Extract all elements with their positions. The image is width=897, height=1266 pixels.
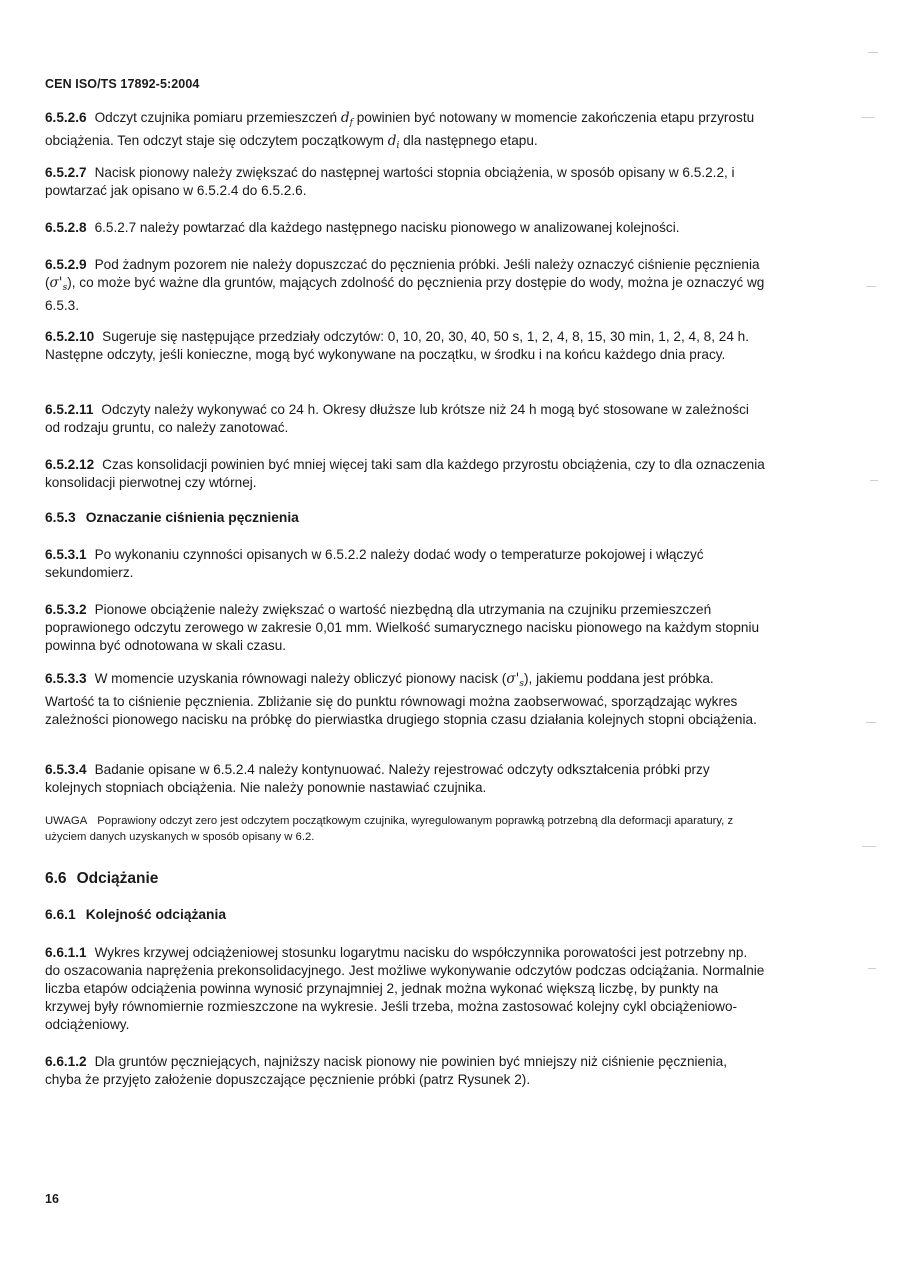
- clause-number: 6.5.3.3: [45, 671, 87, 686]
- clause-number: 6.5.2.9: [45, 257, 87, 272]
- paragraph-6-5-3-2: [45, 601, 765, 655]
- paragraph-text: Pionowe obciążenie należy zwiększać o wartość niezbędną dla utrzymania na czujniku przemieszczeń poprawionego odczytu zerowego w zakresie 0,01 mm. Wielkość sumarycznego nacisku pionowego na każdym stopniu powinna być odnotowana w skali czasu.: [45, 602, 760, 653]
- page-number: 16: [45, 1192, 59, 1206]
- symbol-sigma-s: $\sigma'_s$: [506, 671, 524, 689]
- clause-number: 6.5.2.10: [45, 329, 95, 344]
- clause-number: 6.5.3.4: [45, 762, 87, 777]
- note-uwaga: [45, 813, 765, 845]
- paragraph-text: Dla gruntów pęczniejących, najniższy nacisk pionowy nie powinien być mniejszy niż ciśnienie pęcznienia, chyba że przyjęto założenie dopuszczające pęcznienie próbki (patrz Rysunek 2).: [45, 1054, 728, 1087]
- paragraph-text: Pod żadnym pozorem nie należy dopuszczać do pęcznienia próbki. Jeśli należy oznaczyć ciśnienie pęcznienia (: [45, 257, 760, 290]
- paragraph-6-6-1-1: [45, 944, 765, 1034]
- paragraph-text: Wykres krzywej odciążeniowej stosunku logarytmu nacisku do współczynnika porowatości jest potrzebny np. do oszacowania naprężenia prekonsolidacyjnego. Jest możliwe wykonywanie odczytów podczas odciążania. Normalnie liczba etapów odciążenia powinna wynosić przynajmniej 2, jednak można wykonać większą liczbę, by punkty na krzywej były równomiernie rozmieszczone na wykresie. Jeśli trzeba, można zastosować kolejny cykl obciążeniowo-odciążeniowy.: [45, 945, 765, 1032]
- symbol-d-i: $d_i$: [387, 133, 400, 151]
- scan-artifact: [870, 480, 878, 481]
- scan-artifact: [862, 846, 876, 847]
- clause-number: 6.5.3.1: [45, 547, 87, 562]
- paragraph-6-5-2-6: [45, 109, 765, 155]
- paragraph-6-5-3-4: [45, 761, 765, 797]
- symbol-sigma-s: $\sigma'_s$: [49, 275, 68, 293]
- paragraph-text: Odczyty należy wykonywać co 24 h. Okresy dłuższe lub krótsze niż 24 h mogą być stosowane w zależności od rodzaju gruntu, co należy zanotować.: [45, 402, 749, 435]
- heading-6-5-3: 6.5.3 Oznaczanie ciśnienia pęcznienia: [45, 510, 299, 525]
- paragraph-text: Badanie opisane w 6.5.2.4 należy kontynuować. Należy rejestrować odczyty odkształcenia próbki przy kolejnych stopniach obciążenia. Nie należy ponownie nastawiać czujnika.: [45, 762, 710, 795]
- paragraph-text: Po wykonaniu czynności opisanych w 6.5.2.2 należy dodać wody o temperaturze pokojowej i włączyć sekundomierz.: [45, 547, 704, 580]
- paragraph-text: Sugeruje się następujące przedziały odczytów: 0, 10, 20, 30, 40, 50 s, 1, 2, 4, 8, 15, 30 min, 1, 2, 4, 8, 24 h. Następne odczyty, jeśli konieczne, mogą być wykonywane na początku, w środku i na końcu każdego dnia pracy.: [45, 329, 749, 362]
- paragraph-6-5-2-7: [45, 164, 765, 200]
- note-label: UWAGA: [45, 815, 88, 827]
- scan-artifact: [866, 722, 876, 723]
- paragraph-text: ), jakiemu poddana jest próbka. Wartość ta to ciśnienie pęcznienia. Zbliżanie się do punktu równowagi można zaobserwować, sporządzając wykres zależności pionowego nacisku na próbkę do pierwiastka drugiego stopnia czasu działania kolejnych stopni obciążenia.: [45, 671, 757, 727]
- paragraph-text: powinien być notowany w momencie zakończenia etapu przyrostu obciążenia. Ten odczyt staje się odczytem początkowym: [45, 110, 755, 148]
- clause-number: 6.5.3.2: [45, 602, 87, 617]
- paragraph-6-5-3-1: [45, 546, 765, 582]
- clause-number: 6.5.2.11: [45, 402, 94, 417]
- clause-number: 6.5.2.12: [45, 457, 95, 472]
- paragraph-6-5-2-8: [45, 219, 765, 237]
- paragraph-text: W momencie uzyskania równowagi należy obliczyć pionowy nacisk (: [94, 671, 507, 686]
- paragraph-text: dla następnego etapu.: [399, 133, 538, 148]
- clause-number: 6.5.2.7: [45, 165, 87, 180]
- scan-artifact: [862, 117, 874, 118]
- heading-6-6-1: 6.6.1 Kolejność odciążania: [45, 907, 226, 922]
- scan-artifact: [868, 968, 876, 969]
- clause-number: 6.6.1.2: [45, 1054, 87, 1069]
- paragraph-6-6-1-2: [45, 1053, 765, 1089]
- clause-number: 6.5.2.8: [45, 220, 87, 235]
- paragraph-text: Czas konsolidacji powinien być mniej więcej taki sam dla każdego przyrostu obciążenia, czy to dla oznaczenia konsolidacji pierwotnej czy wtórnej.: [45, 457, 765, 490]
- scan-artifact: [868, 52, 878, 53]
- clause-number: 6.6.1.1: [45, 945, 87, 960]
- scan-artifact: [866, 286, 876, 287]
- symbol-d-f: $d_f$: [340, 110, 353, 128]
- paragraph-text: Nacisk pionowy należy zwiększać do następnej wartości stopnia obciążenia, w sposób opisany w 6.5.2.2, i powtarzać jak opisano w 6.5.2.4 do 6.5.2.6.: [45, 165, 735, 198]
- clause-number: 6.5.2.6: [45, 110, 87, 125]
- paragraph-text: 6.5.2.7 należy powtarzać dla każdego następnego nacisku pionowego w analizowanej kolejności.: [94, 220, 680, 235]
- paragraph-6-5-2-12: [45, 456, 765, 492]
- paragraph-6-5-2-11: [45, 401, 765, 437]
- paragraph-6-5-2-10: [45, 328, 765, 364]
- paragraph-6-5-2-9: [45, 256, 765, 315]
- paragraph-6-5-3-3: [45, 670, 765, 729]
- paragraph-text: Odczyt czujnika pomiaru przemieszczeń: [94, 110, 341, 125]
- note-text: Poprawiony odczyt zero jest odczytem początkowym czujnika, wyregulowanym poprawką potrzebną dla deformacji aparatury, z użyciem danych uzyskanych w sposób opisany w 6.2.: [45, 815, 734, 843]
- paragraph-text: ), co może być ważne dla gruntów, mających zdolność do pęcznienia przy dostępie do wody, można je oznaczyć wg 6.5.3.: [45, 275, 765, 313]
- document-header: CEN ISO/TS 17892-5:2004: [45, 77, 200, 91]
- heading-6-6: 6.6 Odciążanie: [45, 870, 159, 887]
